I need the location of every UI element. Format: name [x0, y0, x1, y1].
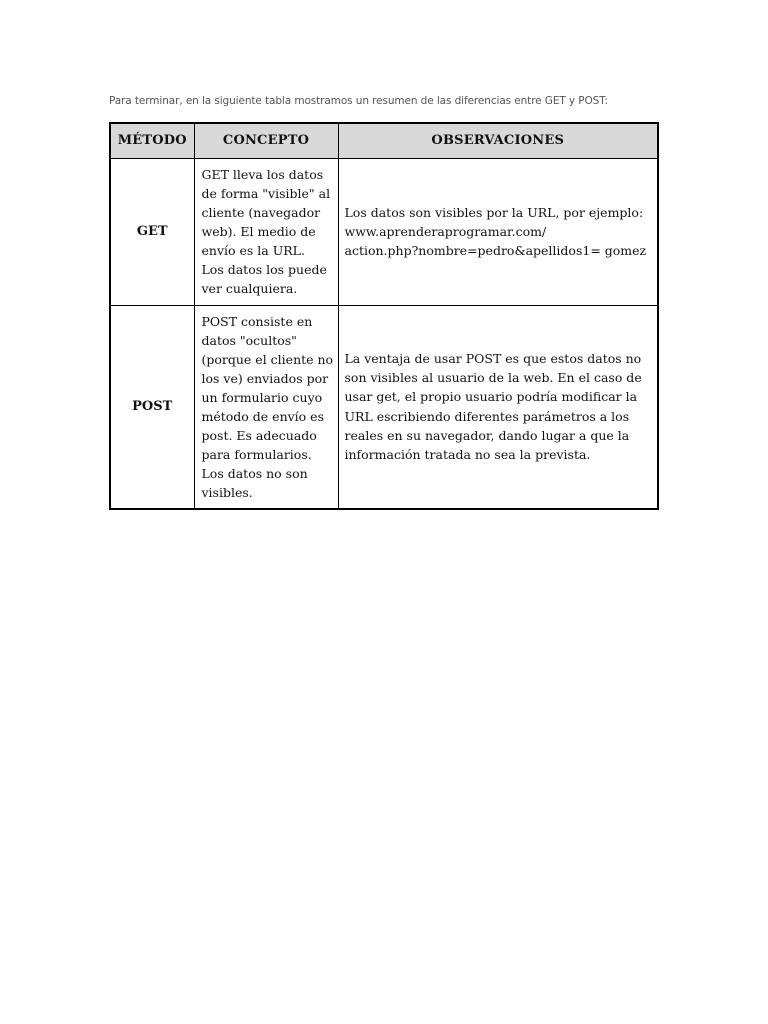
observation-line: www.aprenderaprogramar.com/	[344, 223, 547, 239]
method-cell: POST	[110, 305, 194, 509]
concept-line: para formularios.	[201, 446, 312, 462]
table-row-get	[110, 158, 658, 305]
concept-line: visibles.	[201, 484, 253, 500]
concept-line: Los datos los puede	[201, 261, 327, 277]
concept-line: (porque el cliente no	[201, 351, 334, 367]
observation-line: URL escribiendo diferentes parámetros a los	[344, 408, 630, 424]
table-row-post	[110, 305, 658, 509]
comparison-table	[109, 122, 659, 510]
observation-line: reales en su navegador, dando lugar a que la	[344, 428, 630, 444]
concept-line: post. Es adecuado	[201, 427, 317, 443]
concept-line: de forma "visible" al	[201, 185, 331, 201]
concept-cell	[194, 305, 338, 509]
method-cell: GET	[110, 158, 194, 305]
concept-line: cliente (navegador	[201, 204, 321, 220]
concept-line: los ve) enviados por	[201, 370, 329, 386]
concept-line: un formulario cuyo	[201, 389, 323, 405]
concept-line: datos "ocultos"	[201, 332, 297, 348]
observations-cell	[338, 305, 658, 509]
concept-line: POST consiste en	[201, 313, 313, 329]
concept-line: ver cualquiera.	[201, 280, 298, 296]
observation-line: usar get, el propio usuario podría modificar la	[344, 389, 638, 405]
observation-line: información tratada no sea la prevista.	[344, 447, 591, 463]
concept-line: Los datos no son	[201, 465, 308, 481]
concept-line: método de envío es	[201, 408, 324, 424]
observation-line: action.php?nombre=pedro&apellidos1= gomez	[344, 243, 647, 259]
observation-line: La ventaja de usar POST es que estos datos no	[344, 350, 642, 366]
concept-line: web). El medio de	[201, 223, 316, 239]
table-header-row	[110, 123, 658, 158]
intro-paragraph: Para terminar, en la siguiente tabla mostramos un resumen de las diferencias entre GET y POST:	[109, 95, 608, 107]
concept-cell	[194, 158, 338, 305]
concept-line: envío es la URL.	[201, 242, 305, 258]
observation-line: son visibles al usuario de la web. En el caso de	[344, 370, 642, 386]
observation-line: Los datos son visibles por la URL, por ejemplo:	[344, 204, 644, 220]
header-observaciones: OBSERVACIONES	[338, 123, 658, 158]
concept-line: GET lleva los datos	[201, 166, 324, 182]
observations-cell	[338, 158, 658, 305]
header-metodo: MÉTODO	[110, 123, 194, 158]
header-concepto: CONCEPTO	[194, 123, 338, 158]
